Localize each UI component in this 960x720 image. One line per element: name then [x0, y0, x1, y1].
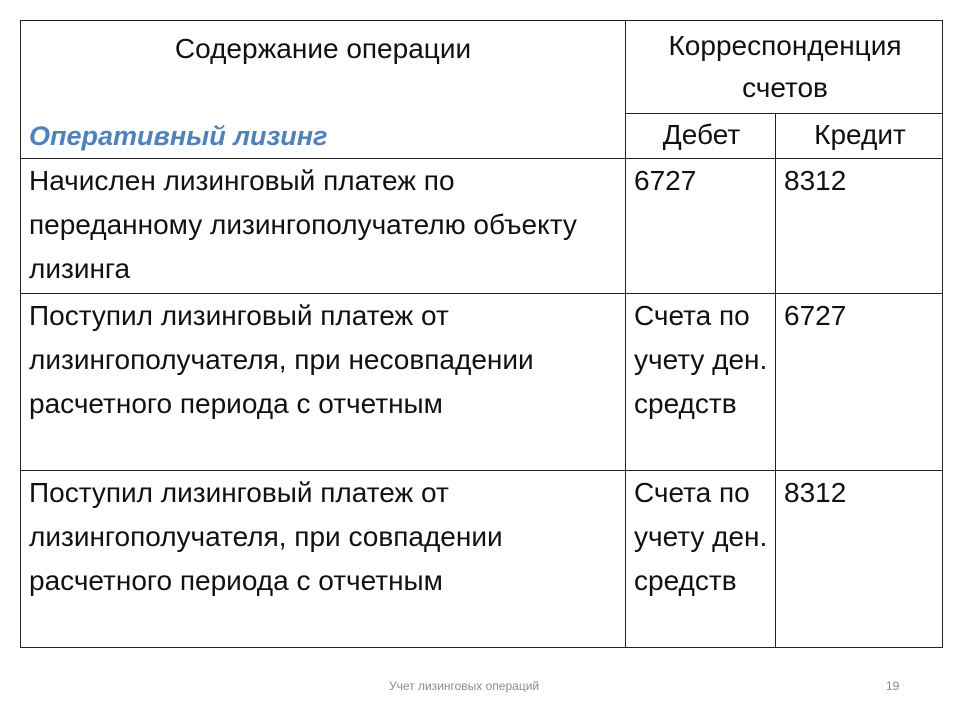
credit-account: 8312 — [776, 471, 943, 648]
operation-header: Содержание операции — [174, 33, 472, 64]
credit-header: Кредит — [776, 114, 943, 159]
debit-header: Дебет — [626, 114, 776, 159]
table-row — [21, 159, 943, 294]
credit-account: 8312 — [776, 159, 943, 294]
debit-account: Счета по учету ден. средств — [626, 294, 776, 471]
operation-header-cell — [21, 21, 626, 159]
operation-description: Поступил лизинговый платеж от лизингополучателя, при совпадении расчетного периода с отчетным — [21, 471, 626, 648]
leasing-type-subtitle: Оперативный лизинг — [29, 121, 328, 151]
footer-title: Учет лизинговых операций — [389, 679, 540, 693]
table-row — [21, 294, 943, 471]
operation-description: Начислен лизинговый платеж по переданному лизингополучателю объекту лизинга — [21, 159, 626, 294]
credit-account: 6727 — [776, 294, 943, 471]
table-header-row — [21, 21, 943, 114]
page-number: 19 — [886, 679, 900, 693]
table-row — [21, 471, 943, 648]
debit-account: 6727 — [626, 159, 776, 294]
operations-table — [20, 20, 943, 648]
debit-account: Счета по учету ден. средств — [626, 471, 776, 648]
correspondence-header: Корреспонденция счетов — [626, 21, 943, 114]
operation-description: Поступил лизинговый платеж от лизингополучателя, при несовпадении расчетного периода с отчетным — [21, 294, 626, 471]
